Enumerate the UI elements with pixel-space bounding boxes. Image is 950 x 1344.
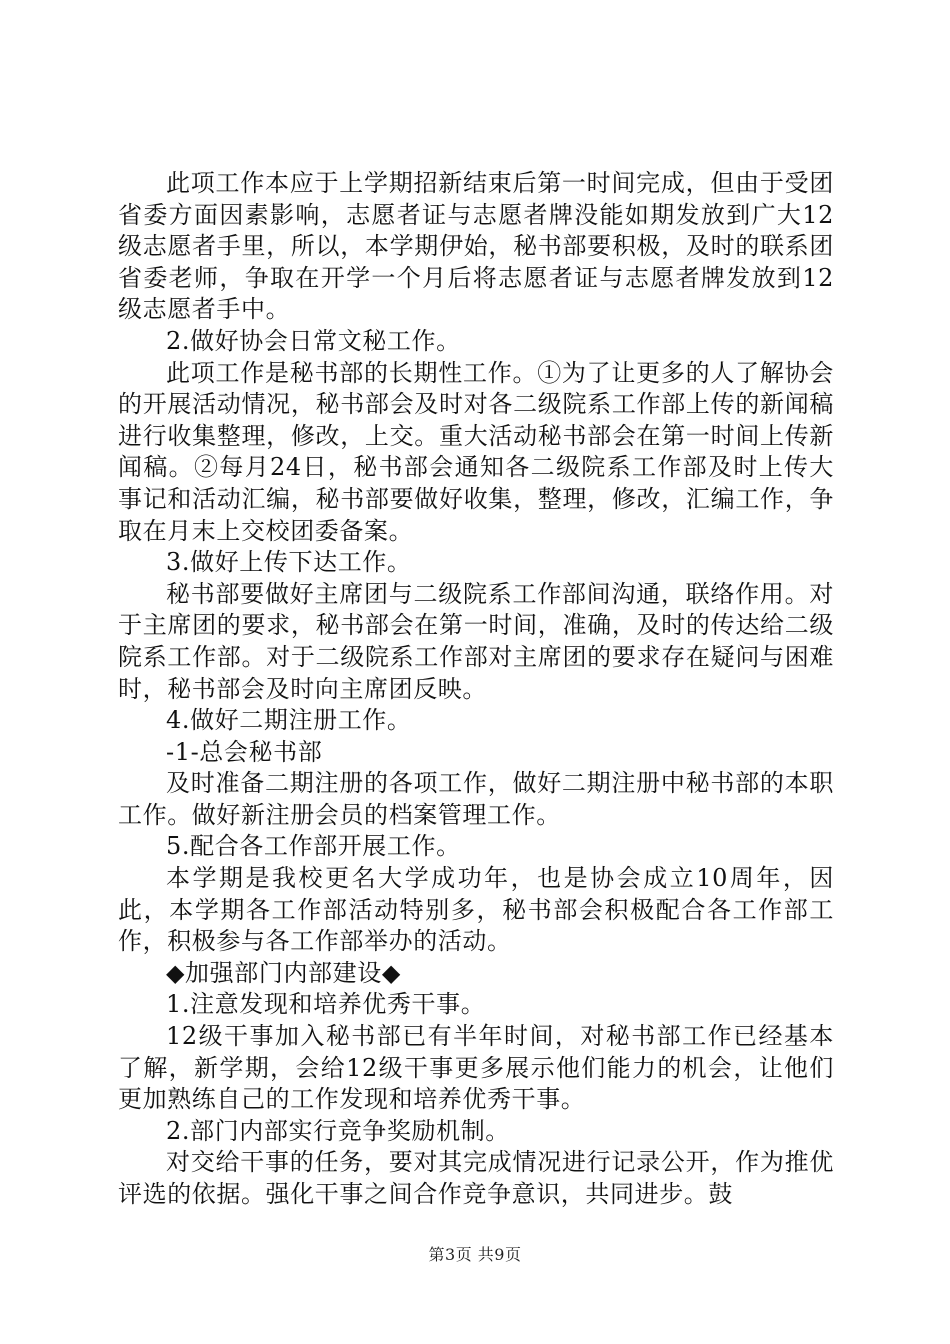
paragraph-cooperation: 本学期是我校更名大学成功年，也是协会成立10周年，因此，本学期各工作部活动特别多，秘书部会积极配合各工作部工作，积极参与各工作部举办的活动。 — [118, 864, 834, 956]
heading-daily-secretarial: 2.做好协会日常文秘工作。 — [166, 326, 461, 355]
section-heading-internal: ◆加强部门内部建设◆ — [166, 958, 401, 987]
heading-registration: 4.做好二期注册工作。 — [166, 706, 412, 735]
paragraph-talent: 12级干事加入秘书部已有半年时间，对秘书部工作已经基本了解，新学期，会给12级干事更多展示他们能力的机会，让他们更加熟练自己的工作发现和培养优秀干事。 — [118, 1022, 834, 1114]
paragraph-daily-secretarial: 此项工作是秘书部的长期性工作。①为了让更多的人了解协会的开展活动情况，秘书部会及时对各二级院系工作部上传的新闻稿进行收集整理，修改，上交。重大活动秘书部会在第一时间上传新闻稿。②每月24日，秘书部会通知各二级院系工作部及时上传大事记和活动汇编，秘书部要做好收集，整理，修改，汇编工作，争取在月末上交校团委备案。 — [118, 358, 834, 545]
heading-communication: 3.做好上传下达工作。 — [166, 548, 412, 577]
document-body — [118, 168, 834, 1211]
inline-page-marker: -1-总会秘书部 — [166, 737, 323, 766]
paragraph-volunteer-cards: 此项工作本应于上学期招新结束后第一时间完成，但由于受团省委方面因素影响，志愿者证与志愿者牌没能如期发放到广大12级志愿者手里，所以，本学期伊始，秘书部要积极，及时的联系团省委老师，争取在开学一个月后将志愿者证与志愿者牌发放到12级志愿者手中。 — [118, 169, 834, 324]
paragraph-communication: 秘书部要做好主席团与二级院系工作部间沟通，联络作用。对于主席团的要求，秘书部会在第一时间，准确，及时的传达给二级院系工作部。对于二级院系工作部对主席团的要求存在疑问与困难时，秘书部会及时向主席团反映。 — [118, 579, 834, 703]
heading-cooperation: 5.配合各工作部开展工作。 — [166, 832, 461, 861]
paragraph-incentive: 对交给干事的任务，要对其完成情况进行记录公开，作为推优评选的依据。强化干事之间合作竞争意识，共同进步。鼓 — [118, 1148, 834, 1208]
heading-talent: 1.注意发现和培养优秀干事。 — [166, 990, 486, 1019]
heading-incentive: 2.部门内部实行竞争奖励机制。 — [166, 1116, 510, 1145]
paragraph-registration: 及时准备二期注册的各项工作，做好二期注册中秘书部的本职工作。做好新注册会员的档案管理工作。 — [118, 769, 834, 829]
page-footer: 第3页 共9页 — [428, 1245, 522, 1264]
